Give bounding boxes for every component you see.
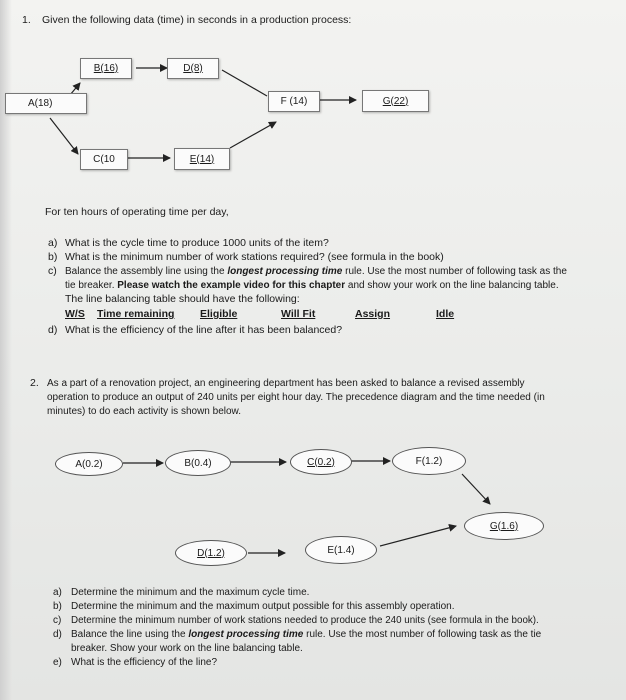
q1-c-line3: The line balancing table should have the following: — [65, 293, 300, 305]
arrow-e-f — [230, 122, 276, 148]
q1-a-label: a) — [48, 237, 58, 249]
q2-task-g-label: G(1.6) — [489, 520, 519, 532]
q1-c-line1-emph: longest processing time — [227, 266, 343, 277]
q2-task-b-label: B(0.4) — [184, 457, 212, 469]
table-header-ws: W/S — [65, 308, 85, 320]
q2-task-d-label: D(1.2) — [197, 547, 225, 559]
q1-b-label: b) — [48, 251, 58, 263]
q1-task-a-label: A(18) — [28, 98, 53, 109]
q2-task-c-label: C(0.2) — [307, 456, 335, 468]
q2-d-line1-emph: longest processing time — [188, 629, 304, 640]
q1-c-line2 — [65, 279, 559, 292]
q1-task-d-label: D(8) — [183, 63, 203, 74]
q1-c-line2-bold: Please watch the example video for this chapter — [117, 280, 346, 291]
q2-a-text: Determine the minimum and the maximum cycle time. — [71, 587, 310, 598]
q1-c-line2-post: and show your work on the line balancing table. — [345, 280, 559, 291]
q2-c-text: Determine the minimum number of work stations needed to produce the 240 units (see formula in the book). — [71, 615, 539, 626]
q1-intro: For ten hours of operating time per day, — [45, 206, 229, 218]
q1-task-a — [5, 93, 87, 114]
q2-line3: minutes) to do each activity is shown below. — [47, 406, 241, 417]
q2-task-d — [175, 540, 247, 566]
q2-b-label: b) — [53, 601, 62, 612]
table-header-eligible: Eligible — [200, 308, 238, 320]
arrow-d-f — [222, 70, 267, 96]
table-header-idle: Idle — [436, 308, 455, 320]
q2-task-b — [165, 450, 231, 476]
table-header-will-fit: Will Fit — [281, 308, 316, 320]
q1-c-line2-pre: tie breaker. — [65, 280, 118, 291]
q2-task-g — [464, 512, 544, 540]
q2-d-label: d) — [53, 629, 62, 640]
q1-task-c-label: C(10 — [93, 154, 115, 165]
q2-d-line2: breaker. Show your work on the line balancing table. — [71, 643, 303, 654]
q1-c-line1-post: rule. Use the most number of following task as the — [342, 266, 567, 277]
q2-task-f-label: F(1.2) — [415, 455, 443, 467]
q2-task-c — [290, 449, 352, 475]
q1-task-d — [167, 58, 219, 79]
q1-b-text: What is the minimum number of work stations required? (see formula in the book) — [65, 251, 444, 263]
q1-prompt: Given the following data (time) in seconds in a production process: — [42, 14, 352, 26]
q2-c-label: c) — [53, 615, 62, 626]
q1-task-f — [268, 91, 320, 112]
q1-a-text: What is the cycle time to produce 1000 units of the item? — [65, 237, 329, 249]
q2-task-e-label: E(1.4) — [327, 544, 355, 556]
q1-task-e-label: E(14) — [189, 153, 215, 165]
q1-task-c — [80, 149, 128, 170]
q2-b-text: Determine the minimum and the maximum output possible for this assembly operation. — [71, 601, 455, 612]
arrow-e-g-2 — [380, 526, 456, 546]
q1-number: 1. — [22, 14, 31, 26]
q1-task-f-label: F (14) — [280, 96, 308, 107]
q2-d-line1-pre: Balance the line using the — [71, 629, 189, 640]
q2-a-label: a) — [53, 587, 62, 598]
q1-c-line1-pre: Balance the assembly line using the — [65, 266, 228, 277]
q2-line1: As a part of a renovation project, an engineering department has been asked to balance a revised assembly — [47, 378, 525, 389]
q1-c-label: c) — [48, 265, 57, 277]
q1-task-b — [80, 58, 132, 79]
arrow-f-g-2 — [462, 474, 490, 504]
q2-d-line1 — [71, 628, 541, 641]
q1-d-label: d) — [48, 324, 58, 336]
q2-task-f — [392, 447, 466, 475]
q1-task-g-label: G(22) — [382, 95, 409, 107]
arrow-a-c — [50, 118, 78, 154]
q2-task-e — [305, 536, 377, 564]
q2-line2: operation to produce an output of 240 units per eight hour day. The precedence diagram and the time needed (in — [47, 392, 545, 403]
q1-d-text: What is the efficiency of the line after it has been balanced? — [65, 324, 343, 336]
q2-number: 2. — [30, 377, 39, 389]
q1-c-line1 — [65, 265, 567, 278]
q1-task-g — [362, 90, 429, 112]
q1-task-b-label: B(16) — [93, 63, 119, 74]
q2-task-a — [55, 452, 123, 476]
q1-task-e — [174, 148, 230, 170]
q2-e-label: e) — [53, 657, 62, 668]
q2-task-a-label: A(0.2) — [75, 458, 103, 470]
q2-e-text: What is the efficiency of the line? — [71, 657, 218, 668]
q2-d-line1-post: rule. Use the most number of following task as the tie — [303, 629, 542, 640]
table-header-time-remaining: Time remaining — [97, 308, 175, 320]
table-header-assign: Assign — [355, 308, 391, 320]
